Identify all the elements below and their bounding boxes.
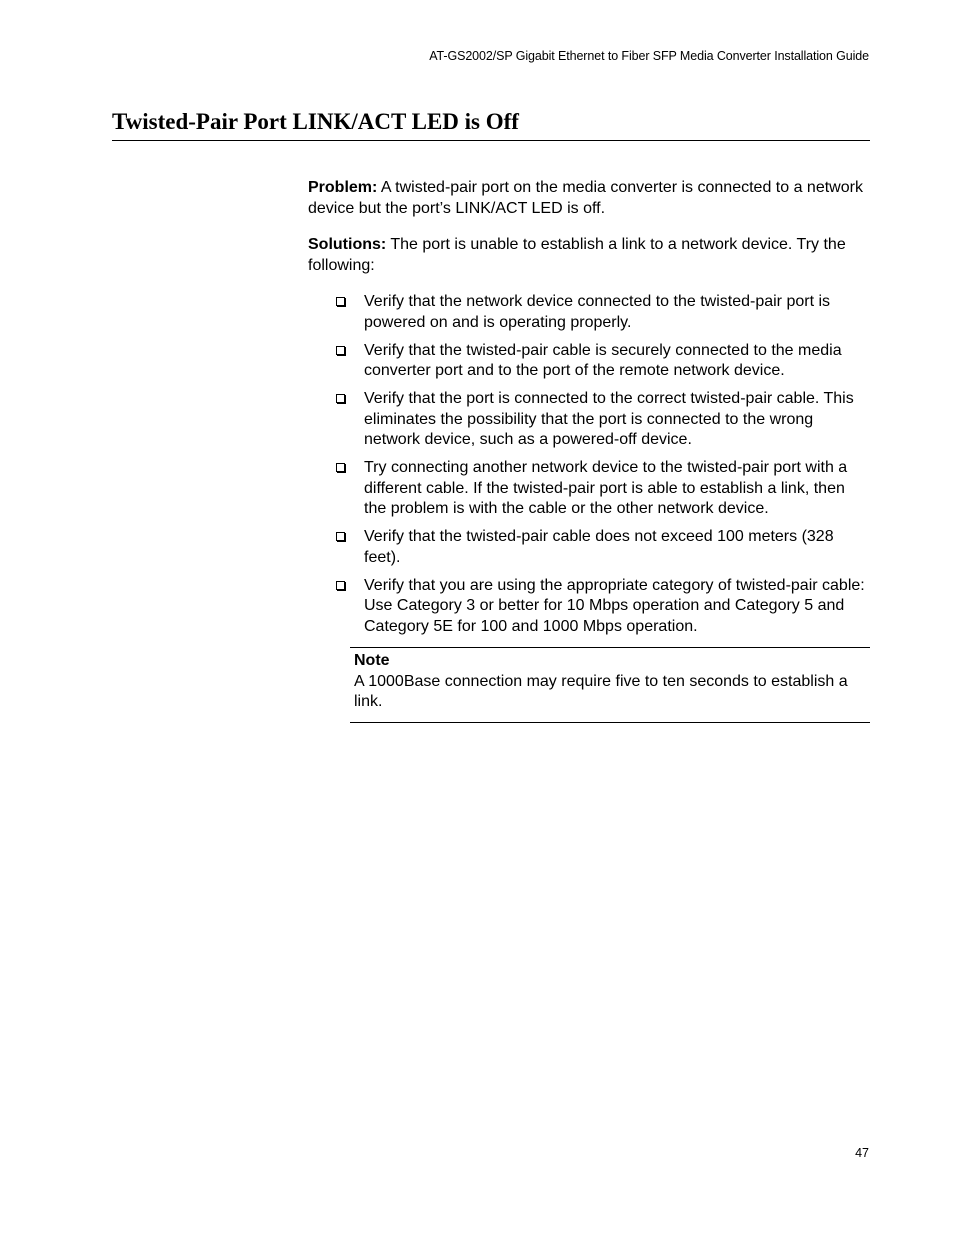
list-item <box>336 389 870 451</box>
note-box <box>350 647 870 723</box>
list-item-text: Verify that you are using the appropriate category of twisted-pair cable: Use Category 3 or better for 10 Mbps operation and Category 5 and Category 5E for 100 and 1000 Mbps operation. <box>364 576 865 635</box>
checkbox-square-icon <box>336 297 345 306</box>
checkbox-square-icon <box>336 346 345 355</box>
list-item-text: Verify that the twisted-pair cable is securely connected to the media converter port and to the port of the remote network device. <box>364 341 842 379</box>
checkbox-square-icon <box>336 394 345 403</box>
solutions-list <box>308 292 870 637</box>
solutions-paragraph <box>308 235 870 276</box>
list-item <box>336 341 870 382</box>
list-item <box>336 527 870 568</box>
solutions-label: Solutions: <box>308 236 387 253</box>
list-item <box>336 576 870 638</box>
list-item-text: Verify that the port is connected to the correct twisted-pair cable. This eliminates the possibility that the port is connected to the wrong network device, such as a powered-off device. <box>364 390 854 448</box>
section-title: Twisted-Pair Port LINK/ACT LED is Off <box>112 106 870 141</box>
checkbox-square-icon <box>336 463 345 472</box>
note-title: Note <box>354 652 390 669</box>
solutions-text: The port is unable to establish a link to a network device. Try the following: <box>308 236 846 274</box>
list-item-text: Verify that the network device connected to the twisted-pair port is powered on and is operating properly. <box>364 293 831 331</box>
note-text: A 1000Base connection may require five to ten seconds to establish a link. <box>354 672 848 710</box>
list-item-text: Try connecting another network device to the twisted-pair port with a different cable. If the twisted-pair port is able to establish a link, then the problem is with the cable or the other network device. <box>364 459 848 517</box>
checkbox-square-icon <box>336 581 345 590</box>
page-number: 47 <box>855 1146 869 1160</box>
checkbox-square-icon <box>336 532 345 541</box>
problem-label: Problem: <box>308 179 378 196</box>
problem-text: A twisted-pair port on the media converter is connected to a network device but the port’s LINK/ACT LED is off. <box>308 179 863 217</box>
problem-paragraph <box>308 178 870 219</box>
list-item <box>336 458 870 520</box>
running-header: AT-GS2002/SP Gigabit Ethernet to Fiber SFP Media Converter Installation Guide <box>429 49 869 63</box>
body-content <box>308 178 870 723</box>
list-item <box>336 292 870 333</box>
list-item-text: Verify that the twisted-pair cable does not exceed 100 meters (328 feet). <box>364 528 834 566</box>
